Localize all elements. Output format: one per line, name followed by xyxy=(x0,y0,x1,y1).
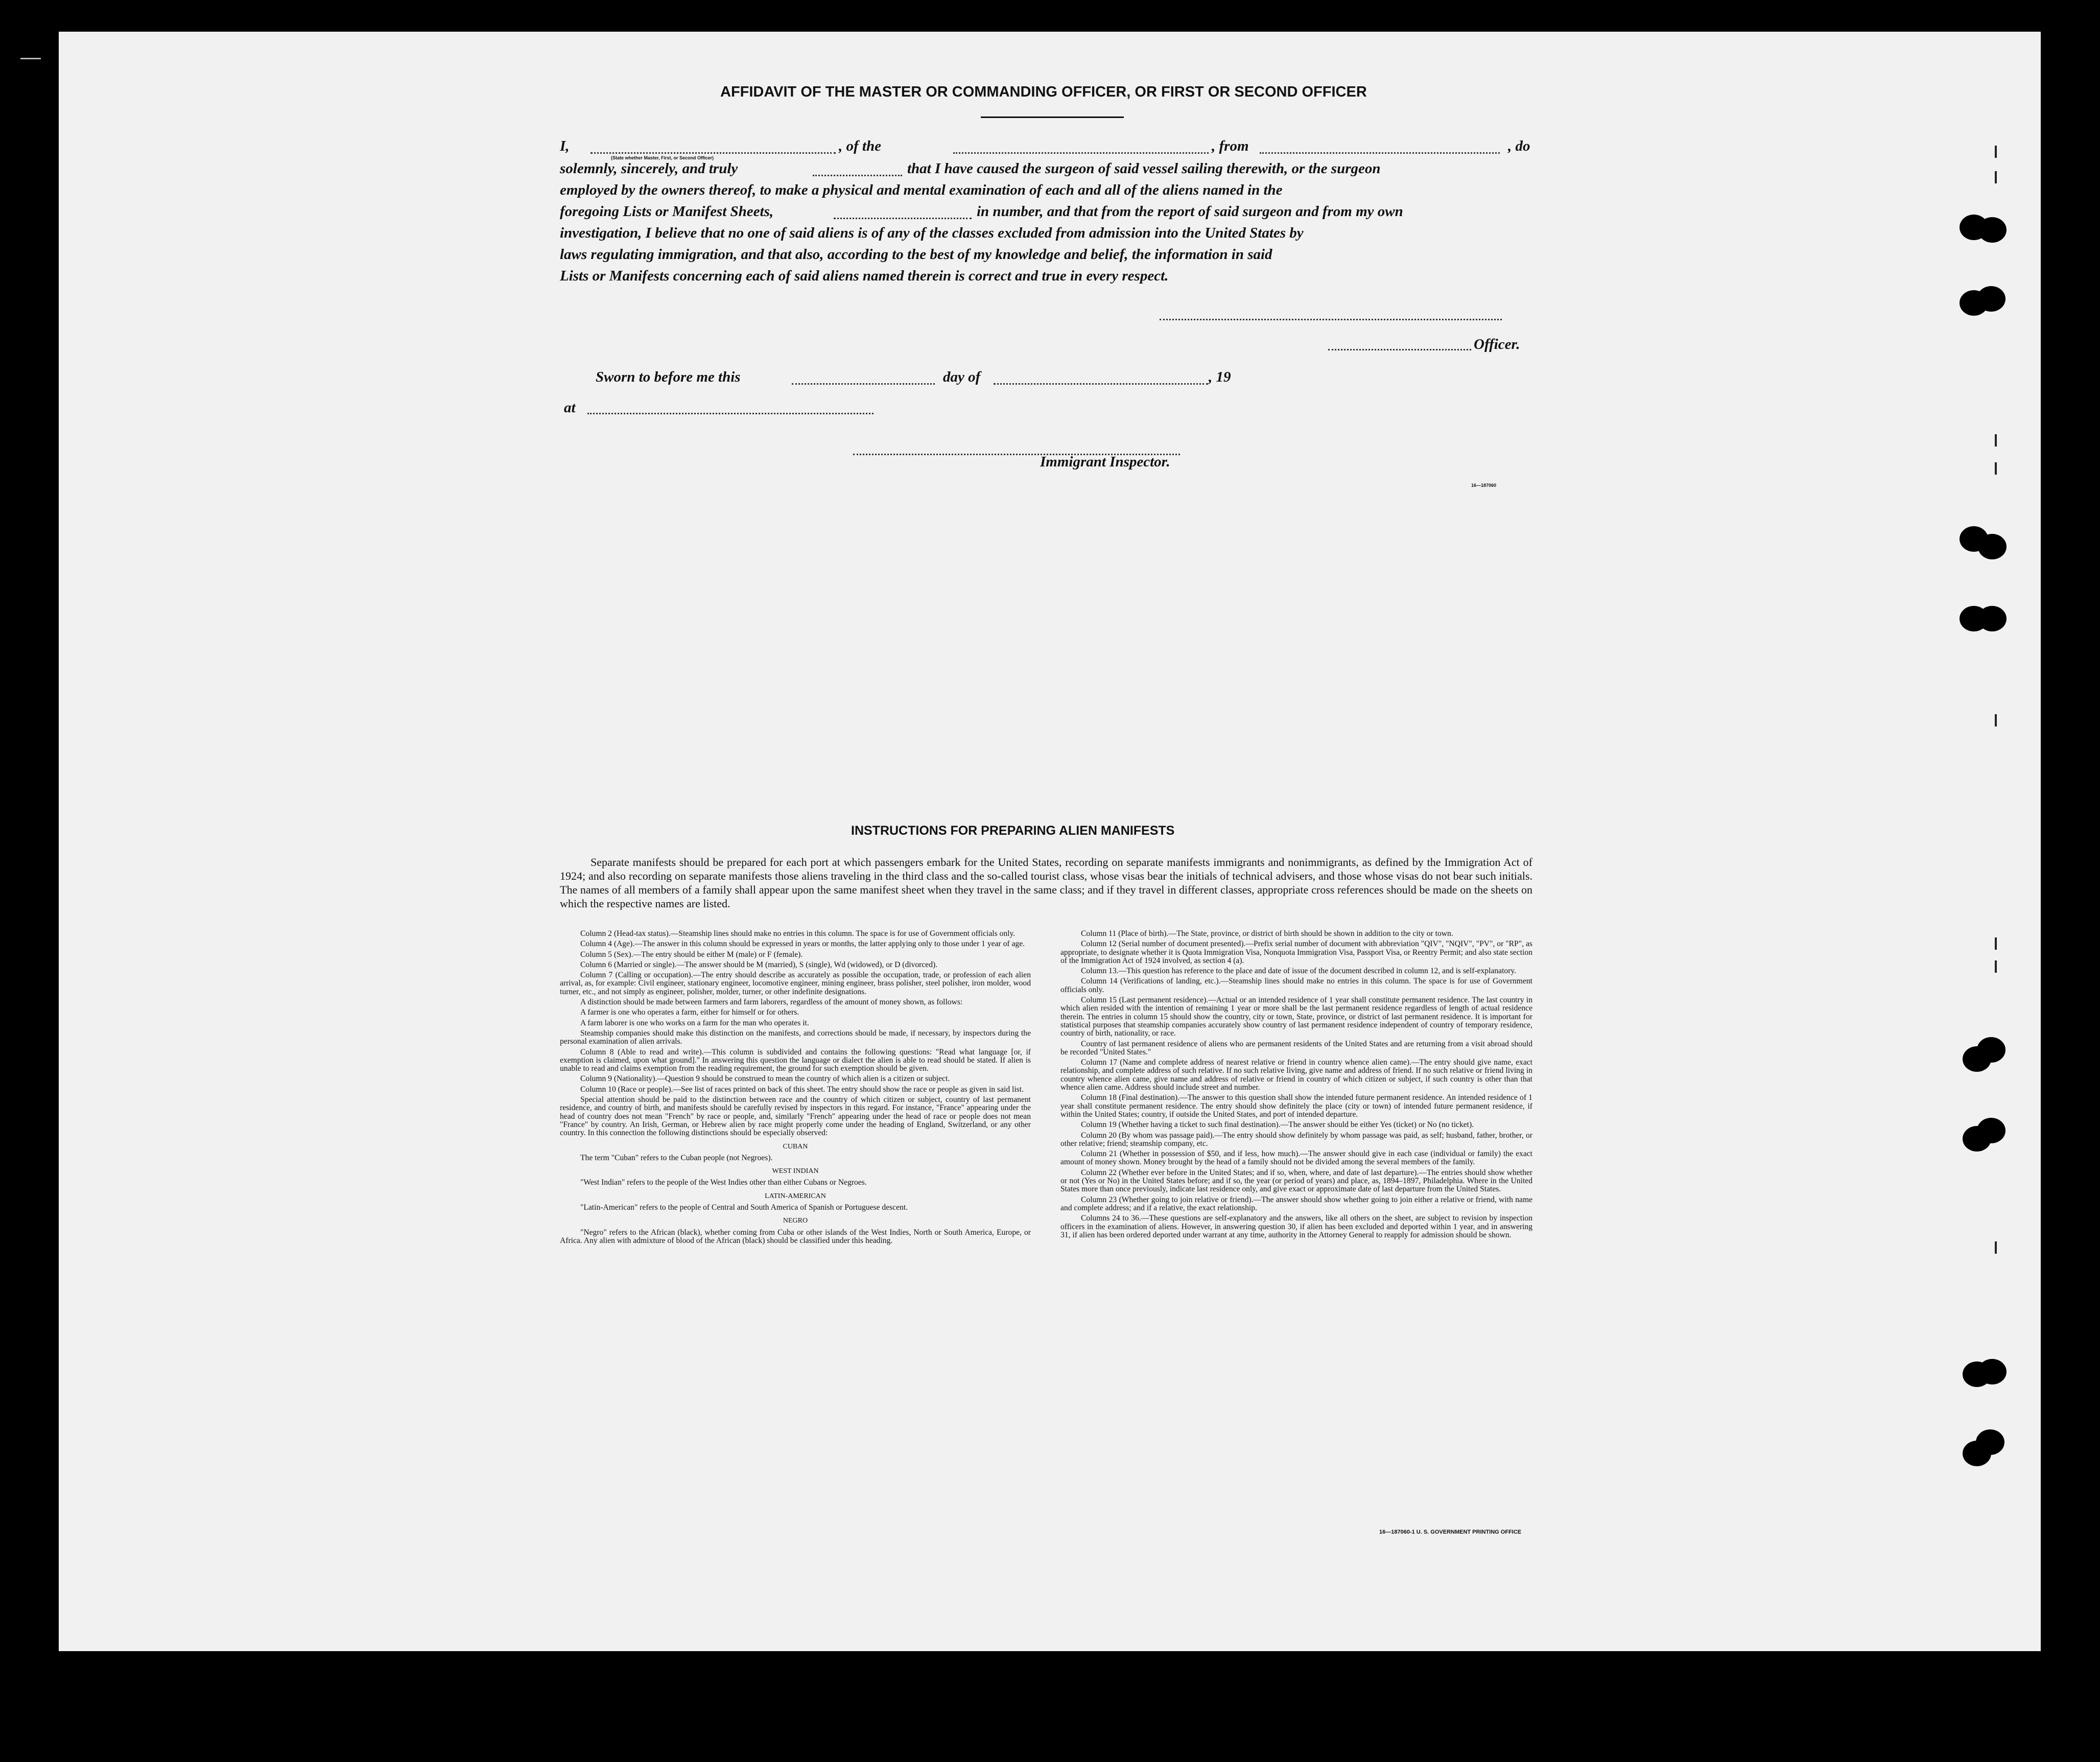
instructions-title: INSTRUCTIONS FOR PREPARING ALIEN MANIFESTS xyxy=(851,824,1175,838)
binder-hole xyxy=(1978,1359,2007,1384)
port-from-blank[interactable] xyxy=(1260,152,1500,154)
edge-tick xyxy=(1995,1241,1997,1254)
instruction-paragraph: Column 7 (Calling or occupation).—The entry should describe as accurately as possible the occupation, trade, or profession of each alien arrival, as, for example: Civil engineer, stationary engineer, locomotive engineer, mining engineer, brass polisher, steel polisher, iron molder, wood turner, etc., and not simply as engineer, polisher, molder, turner, or other indefinite designations. xyxy=(560,971,1031,996)
officer-note: (State whether Master, First, or Second Officer) xyxy=(611,155,714,160)
instruction-paragraph: Column 23 (Whether going to join relative or friend).—The answer should show whether going to join either a relative or friend, with name and complete address; and if a relative, the exact relationship. xyxy=(1060,1195,1532,1212)
number-blank[interactable] xyxy=(834,218,972,219)
instructions-left-column xyxy=(560,930,1031,1247)
instruction-paragraph: Column 18 (Final destination).—The answer to this question shall show the intended future permanent residence. An intended residence of 1 year shall constitute permanent residence. The entry should show definitely the place (city or town) of intended future permanent residence, if within the United States; country, if outside the United States, and port of intended departure. xyxy=(1060,1093,1532,1119)
latin-american-definition: "Latin-American" refers to the people of Central and South America of Spanish or Portuguese descent. xyxy=(580,1203,908,1212)
sworn-label: Sworn to before me this xyxy=(596,369,741,385)
instruction-paragraph: Column 8 (Able to read and write).—This column is subdivided and contains the following questions: "Read what language [or, if exemption is claimed, upon what ground]." In answering this question the language or dialect the alien is able to read should be stated. If alien is unable to read and claims exemption from the reading requirement, the ground for such exemption should be given. xyxy=(560,1047,1031,1073)
vessel-name-blank[interactable] xyxy=(953,152,1209,154)
instruction-paragraph: Column 14 (Verifications of landing, etc.).—Steamship lines should make no entries in this column. The space is for use of Government officials only. xyxy=(1060,977,1532,994)
instructions-intro: Separate manifests should be prepared for each port at which passengers embark for the United States, recording on separate manifests immigrants and nonimmigrants, as defined by the Immigration Act of 1924; and also recording on separate manifests those aliens traveling in the third class and the so-called tourist class, whose visas bear the initials of technical advisers, and those whose visas do not bear such initials. The names of all members of a family shall appear upon the same manifest sheet when they travel in the same class; and if they travel in different classes, appropriate cross references should be made on the sheets on which the respective names are listed. xyxy=(560,856,1532,910)
instruction-paragraph: Column 5 (Sex).—The entry should be either M (male) or F (female). xyxy=(580,950,803,959)
from-label: , from xyxy=(1212,138,1249,154)
negro-heading: NEGRO xyxy=(783,1217,808,1225)
instructions-right-column xyxy=(1060,930,1532,1241)
edge-tick xyxy=(1995,171,1997,183)
lists-label: foregoing Lists or Manifest Sheets, xyxy=(560,203,774,220)
instruction-paragraph: Column 12 (Serial number of document presented).—Prefix serial number of document with abbreviation "QIV", "NQIV", "PV", or "RP", as appropriate, to designate whether it is Quota Immigration Visa, Nonquota Immigration Visa, Passport Visa, or Reentry Permit; and also state section of the Immigration Act of 1924 involved, as section 4 (a). xyxy=(1060,939,1532,965)
affidavit-line-1 xyxy=(560,138,1530,155)
sworn-month-blank[interactable] xyxy=(994,383,1208,385)
affidavit-line-2 xyxy=(560,160,1381,177)
edge-tick xyxy=(1995,462,1997,475)
form-number: 16—187060 xyxy=(1471,483,1497,488)
instruction-paragraph: Column 21 (Whether in possession of $50, and if less, how much).—The answer should give in each case (individual or family) the exact amount of money shown. Money brought by the head of a family should not be divided among the several members of the family. xyxy=(1060,1149,1532,1167)
solemnly-label: solemnly, sincerely, and truly xyxy=(560,160,738,177)
affidavit-line-3: employed by the owners thereof, to make a physical and mental examination of each and all of the aliens named in the xyxy=(560,182,1283,198)
instruction-paragraph: A farmer is one who operates a farm, either for himself or for others. xyxy=(580,1008,799,1017)
printing-office-footer: 16—187060-1 U. S. GOVERNMENT PRINTING OFFICE xyxy=(1379,1529,1522,1535)
line-4-rest: in number, and that from the report of said surgeon and from my own xyxy=(977,203,1403,220)
swear-blank[interactable] xyxy=(813,175,902,176)
cuban-definition: The term "Cuban" refers to the Cuban people (not Negroes). xyxy=(580,1153,773,1162)
cuban-heading: CUBAN xyxy=(783,1142,808,1150)
signature-blank[interactable] xyxy=(1160,319,1502,320)
title-underline xyxy=(981,116,1124,118)
instruction-paragraph: Steamship companies should make this distinction on the manifests, and corrections should be made, if necessary, by inspectors during the personal examination of alien arrivals. xyxy=(560,1028,1031,1046)
year-label: , 19 xyxy=(1209,369,1231,385)
affidavit-line-6: laws regulating immigration, and that also, according to the best of my knowledge and belief, the information in said xyxy=(560,246,1272,263)
instruction-paragraph: Column 22 (Whether ever before in the United States; and if so, when, where, and date of last departure).—The entries should show whether or not (Yes or No) in the United States before; and if so, the year (or period of years) and place, as, 1894–1897, Philadelphia. Where in the United States more than once previously, indicate last residence only, and give exact or approximate date of last departure from the United States. xyxy=(1060,1168,1532,1194)
binder-hole xyxy=(1977,1118,2005,1143)
instruction-paragraph: A farm laborer is one who works on a farm for the man who operates it. xyxy=(580,1018,809,1027)
instruction-paragraph: Column 10 (Race or people).—See list of races printed on back of this sheet. The entry should show the race or people as given in said list. xyxy=(580,1085,1024,1094)
day-of-label: day of xyxy=(943,369,981,385)
instruction-paragraph: Column 11 (Place of birth).—The State, province, or district of birth should be shown in addition to the city or town. xyxy=(1081,929,1453,938)
binder-hole xyxy=(1977,1037,2005,1063)
edge-tick xyxy=(1995,434,1997,447)
at-label: at xyxy=(564,400,576,416)
instruction-paragraph: Columns 24 to 36.—These questions are self-explanatory and the answers, like all others on the sheet, are subject to revision by inspection officers in the examination of aliens. However, in answering question 30, if alien has been excluded and deported within 1 year, and in answering 31, if alien has been ordered deported under warrant at any time, authority in the Attorney General to reapply for admission should be shown. xyxy=(1060,1214,1532,1239)
instruction-paragraph: Column 9 (Nationality).—Question 9 should be construed to mean the country of which alien is a citizen or subject. xyxy=(580,1074,950,1084)
latin-american-heading: LATIN-AMERICAN xyxy=(765,1192,826,1200)
instruction-paragraph: Column 13.—This question has reference to the place and date of issue of the document described in column 12, and is self-explanatory. xyxy=(1081,967,1517,976)
place-blank[interactable] xyxy=(587,413,874,414)
instruction-paragraph: Country of last permanent residence of aliens who are permanent residents of the United States and are returning from a visit abroad should be recorded "United States." xyxy=(1060,1039,1532,1056)
instruction-paragraph: Column 15 (Last permanent residence).—Actual or an intended residence of 1 year shall constitute permanent residence. The last country in which alien resided with the intention of remaining 1 year or more shall be the last permanent residence regardless of length of actual residence therein. The entries in column 15 should show the country, city or town, State, province, or district of last permanent residence. It is important for statistical purposes that steamship companies accurately show country of last permanent residence independent of country of temporary residence, country of birth, nationality, or race. xyxy=(1060,996,1532,1038)
instruction-paragraph: Column 19 (Whether having a ticket to such final destination).—The answer should be either Yes (ticket) or No (no ticket). xyxy=(1081,1120,1474,1130)
inspector-label: Immigrant Inspector. xyxy=(1040,454,1170,470)
affidavit-line-5: investigation, I believe that no one of said aliens is of any of the classes excluded from admission into the United States by xyxy=(560,225,1304,241)
instruction-paragraph: Column 17 (Name and complete address of nearest relative or friend in country whence alien came).—The entry should give name, exact relationship, and complete address of such relative. If no such relative living, give name and address of friend. If no such relative or friend living in country whence alien came, give name and address of relative or friend in country of which citizen or subject, if such country is other than that whence alien came. Address should include street and number. xyxy=(1060,1058,1532,1092)
affidavit-title: AFFIDAVIT OF THE MASTER OR COMMANDING OFFICER, OR FIRST OR SECOND OFFICER xyxy=(720,84,1367,100)
officer-name-blank[interactable] xyxy=(591,152,836,154)
binder-hole xyxy=(1976,1429,2004,1455)
do-label: , do xyxy=(1508,138,1530,154)
instruction-paragraph: Column 2 (Head-tax status).—Steamship lines should make no entries in this column. The space is for use of Government officials only. xyxy=(580,929,1016,938)
binder-hole xyxy=(1977,286,2005,312)
instruction-paragraph: Special attention should be paid to the distinction between race and the country of which citizen or subject, country of last permanent residence, and country of birth, and manifests should be carefully revised by inspectors in this regard. For instance, "France" appearing under the head of country does not mean "French" by race or people, and, similarly "French" appearing under the head of race or people does not mean "France" by country. An Irish, German, or Hebrew alien by race might properly come under the heading of England, Switzerland, or any other country. In this connection the following distinctions should be especially observed: xyxy=(560,1095,1031,1138)
negro-definition: "Negro" refers to the African (black), whether coming from Cuba or other islands of the West Indies, North or South America, Europe, or Africa. Any alien with admixture of blood of the African (black) should be classified under this heading. xyxy=(560,1228,1031,1245)
edge-tick xyxy=(1995,960,1997,973)
pronoun-i: I, xyxy=(560,138,570,154)
instruction-paragraph: Column 6 (Married or single).—The answer should be M (married), S (single), Wd (widowed), or D (divorced). xyxy=(580,960,938,969)
instruction-paragraph: Column 4 (Age).—The answer in this column should be expressed in years or months, the latter applying only to those under 1 year of age. xyxy=(580,939,1025,949)
instruction-paragraph: A distinction should be made between farmers and farm laborers, regardless of the amount of money shown, as follows: xyxy=(580,998,963,1007)
binder-hole xyxy=(1978,606,2007,631)
binder-hole xyxy=(1978,217,2007,243)
west-indian-heading: WEST INDIAN xyxy=(772,1167,819,1176)
line-2-rest: that I have caused the surgeon of said vessel sailing therewith, or the surgeon xyxy=(907,160,1381,177)
edge-tick xyxy=(1995,146,1997,158)
instruction-paragraph: Column 20 (By whom was passage paid).—The entry should show definitely by whom passage was paid, as self; husband, father, brother, or other relative; friend; steamship company, etc. xyxy=(1060,1131,1532,1148)
affidavit-line-4 xyxy=(560,203,1403,220)
officer-label: Officer. xyxy=(1474,336,1520,353)
corner-mark: — xyxy=(20,46,41,68)
officer-title-blank[interactable] xyxy=(1328,349,1471,350)
west-indian-definition: "West Indian" refers to the people of the West Indies other than either Cubans or Negroes. xyxy=(580,1178,867,1187)
affidavit-line-7: Lists or Manifests concerning each of said aliens named therein is correct and true in every respect. xyxy=(560,268,1169,284)
edge-tick xyxy=(1995,937,1997,950)
edge-tick xyxy=(1995,714,1997,726)
sworn-day-blank[interactable] xyxy=(792,383,935,385)
binder-hole xyxy=(1978,534,2007,559)
of-the-label: , of the xyxy=(839,138,881,154)
